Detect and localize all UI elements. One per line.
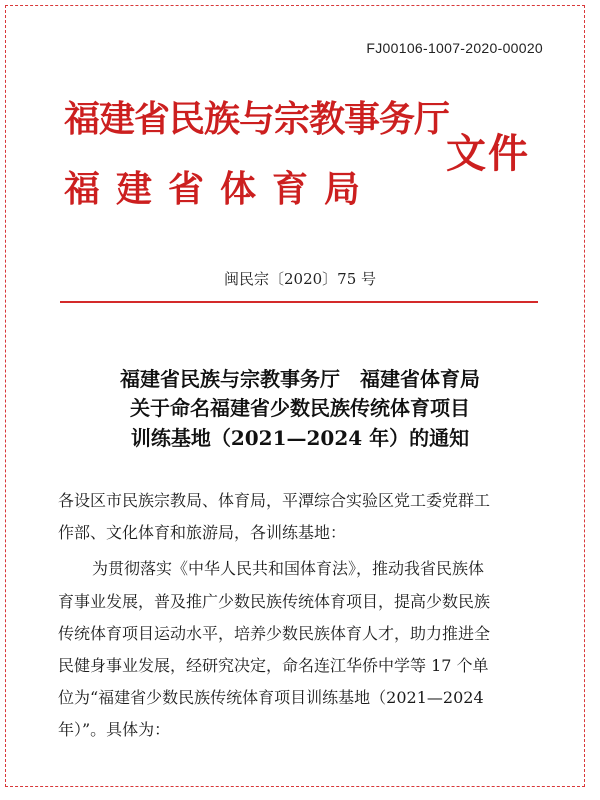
notice-title-line: 关于命名福建省少数民族传统体育项目 [130, 396, 470, 420]
red-divider [60, 301, 538, 303]
document-number: 闽民宗〔2020〕75 号 [223, 270, 377, 288]
document-type-label: 文件 [446, 131, 530, 177]
notice-title-line: 福建省民族与宗教事务厅 福建省体育局 [120, 367, 480, 391]
body-text-line: 育事业发展，普及推广少数民族传统体育项目，提高少数民族 [58, 592, 491, 611]
body-text-line: 传统体育项目运动水平，培养少数民族体育人才，助力推进全 [58, 624, 491, 643]
body-text-line: 位为“福建省少数民族传统体育项目训练基地（2021—2024 [58, 688, 484, 707]
issuer-name-2: 福建省体育局 [64, 169, 377, 210]
body-text-line: 民健身事业发展，经研究决定，命名连江华侨中学等 17 个单 [58, 656, 489, 675]
body-text-line: 各设区市民族宗教局、体育局，平潭综合实验区党工委党群工 [58, 491, 491, 510]
body-text-line: 作部、文化体育和旅游局，各训练基地： [58, 523, 347, 542]
document-code: FJ00106-1007-2020-00020 [366, 40, 543, 56]
body-text-line: 年）”。具体为： [58, 720, 171, 739]
issuer-name-1: 福建省民族与宗教事务厅 [64, 99, 450, 140]
body-text-line: 为贯彻落实《中华人民共和国体育法》，推动我省民族体 [92, 559, 485, 578]
notice-title-line: 训练基地（2021—2024 年）的通知 [130, 426, 470, 450]
